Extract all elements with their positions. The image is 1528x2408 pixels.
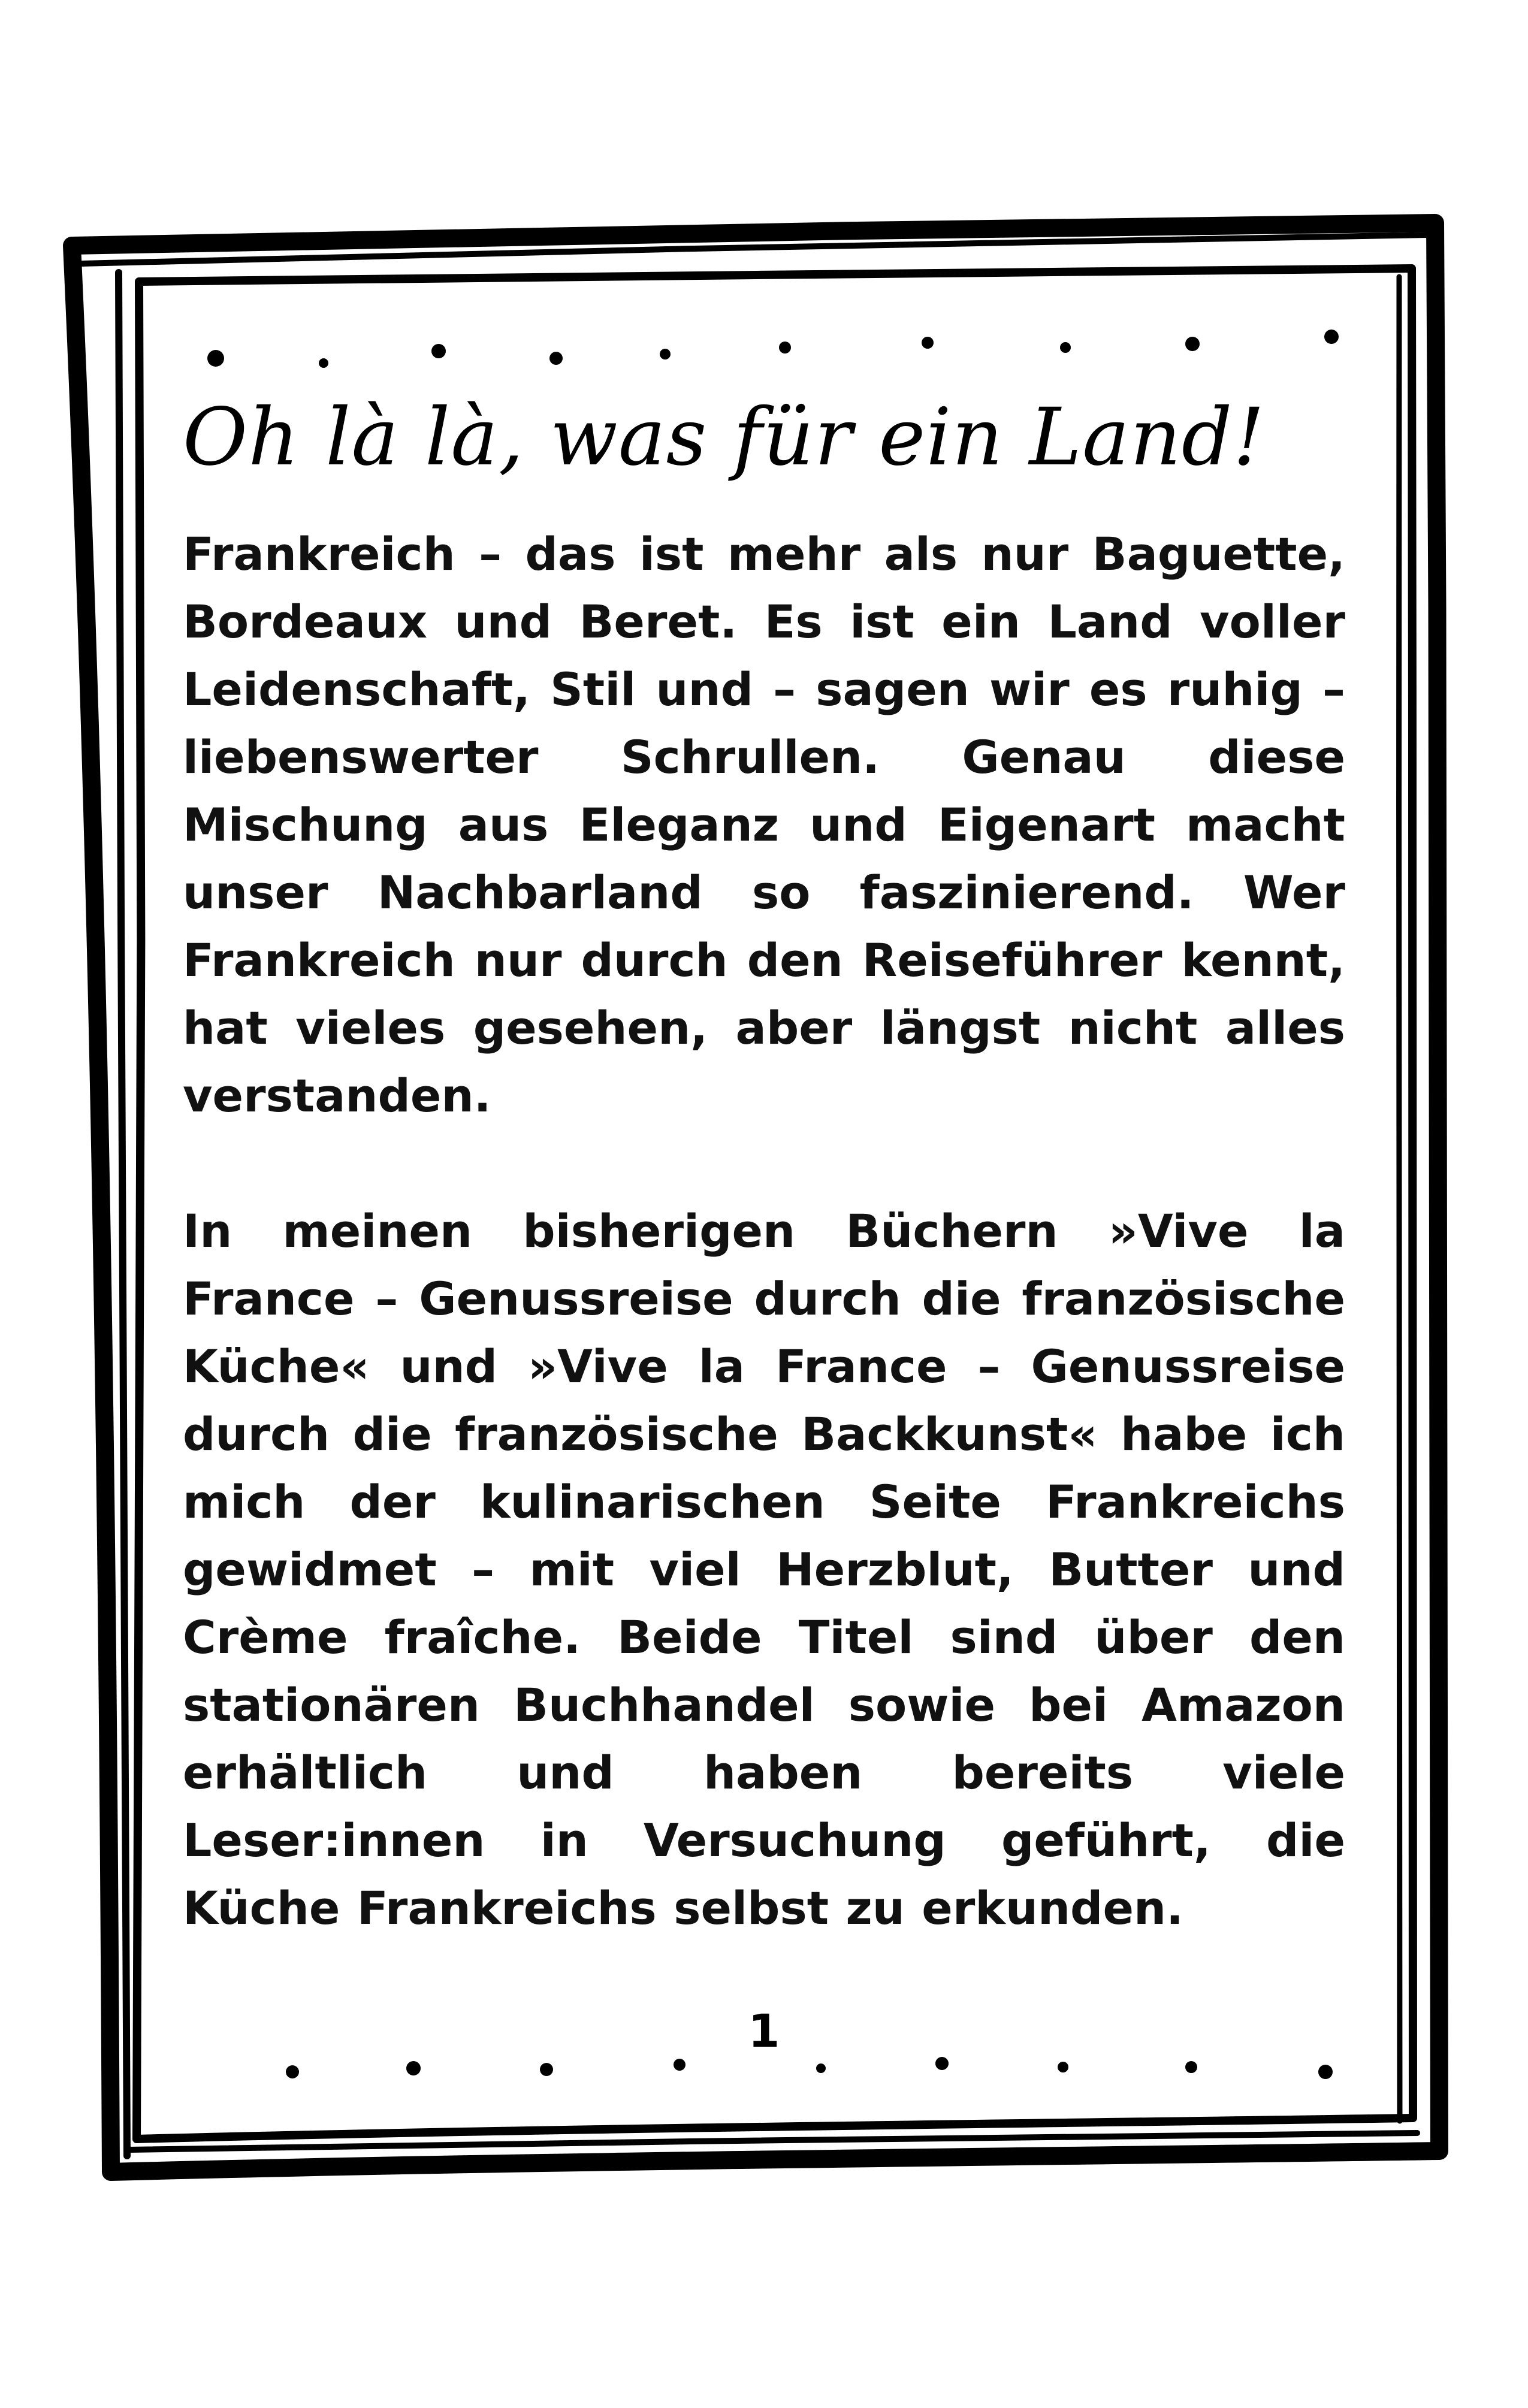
bottom-dot-row bbox=[286, 2057, 1333, 2079]
page-title: Oh là là, was für ein Land! bbox=[183, 391, 1266, 484]
top-dot-row bbox=[207, 330, 1339, 368]
page-number: 1 bbox=[748, 2004, 780, 2057]
paragraph-previous-books: In meinen bisherigen Büchern »Vive la France – Genussreise durch die französische Küche« und »Vive la France – Genussreise durch die französische Backkunst« habe ich mich der kulinarischen Seite Frankreichs gewidmet – mit viel Herzblut, Butter und Crème fraîche. Beide Titel sind über den stationären Buchhandel sowie bei Amazon erhältlich und haben bereits viele Leser:innen in Versuchung geführt, die Küche Frankreichs selbst zu erkunden. bbox=[183, 1204, 1345, 1935]
paragraph-intro: Frankreich – das ist mehr als nur Baguette, Bordeaux und Beret. Es ist ein Land voller Leidenschaft, Stil und – sagen wir es ruhig – liebenswerter Schrullen. Genau diese Mischung aus Eleganz und Eigenart macht unser Nachbarland so faszinierend. Wer Frankreich nur durch den Reiseführer kennt, hat vieles gesehen, aber längst nicht alles verstanden. bbox=[183, 527, 1345, 1122]
